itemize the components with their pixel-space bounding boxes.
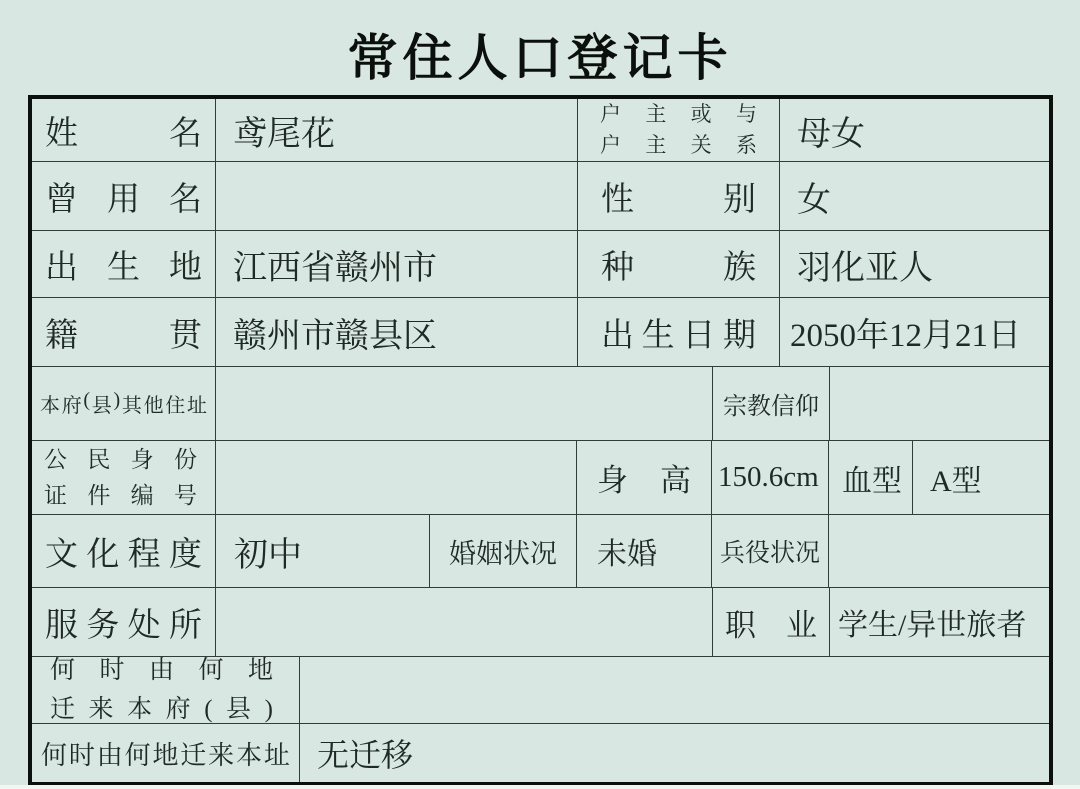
- education-label: 文 化 程 度: [45, 536, 202, 573]
- other-address-value: [216, 367, 713, 440]
- blood-type-label-cell: [829, 441, 913, 514]
- row-citizen-id: [32, 441, 1049, 515]
- marital-status-value: 未婚: [577, 515, 712, 587]
- row-birthplace: [32, 231, 1049, 298]
- row-name: [32, 99, 1049, 162]
- registration-card-table: [28, 95, 1053, 786]
- citizen-id-value: [216, 441, 577, 514]
- occupation-value: 学生/异世旅者: [838, 609, 1027, 642]
- former-name-label-cell: [32, 162, 216, 230]
- religion-value: [830, 367, 1049, 440]
- sex-value: 女: [797, 181, 831, 219]
- householder-relation-value: 母女: [797, 115, 865, 153]
- row-native-place: [32, 298, 1049, 367]
- name-value: 鸢尾花: [216, 99, 578, 161]
- native-place-label: 籍 贯: [45, 317, 202, 354]
- image-bottom-edge: [0, 785, 1080, 789]
- race-value: 羽化亚人: [797, 249, 933, 287]
- householder-relation-label-cell: [578, 99, 780, 161]
- page-title: 常住人口登记卡: [347, 30, 733, 86]
- migration-county-label-line1: 何 时 由 何 地: [50, 657, 273, 684]
- workplace-label-cell: [32, 588, 216, 656]
- education-label-cell: [32, 515, 216, 587]
- former-name-value: [216, 162, 578, 230]
- education-value: 初中: [216, 515, 430, 587]
- military-service-label-cell: [712, 515, 829, 587]
- birth-date-label: 出 生 日 期: [601, 317, 756, 354]
- row-migration-county: [32, 657, 1049, 724]
- marital-status-label-cell: [430, 515, 577, 587]
- birth-date-label-cell: [578, 298, 780, 366]
- military-service-value: [829, 515, 1049, 587]
- occupation-label: 职 业: [725, 607, 817, 643]
- name-label-cell: [32, 99, 216, 161]
- marital-status-label: 婚姻状况: [449, 538, 557, 569]
- row-education: [32, 515, 1049, 588]
- migration-address-value: 无迁移: [317, 737, 414, 773]
- name-label: 姓 名: [45, 115, 202, 152]
- height-label-cell: [577, 441, 712, 514]
- migration-address-label-cell: [32, 724, 300, 782]
- row-migration-address: [32, 724, 1049, 782]
- blood-type-value: A型: [930, 464, 982, 498]
- row-other-address: [32, 367, 1049, 441]
- migration-county-value: [300, 657, 1049, 723]
- workplace-label: 服 务 处 所: [45, 607, 202, 644]
- native-place-label-cell: [32, 298, 216, 366]
- birthplace-label-cell: [32, 231, 216, 297]
- birthplace-label: 出 生 地: [45, 249, 202, 286]
- householder-relation-label-line2: 户 主 关 系: [600, 133, 757, 157]
- migration-county-label: [32, 657, 299, 723]
- citizen-id-label-line2: 证 件 编 号: [44, 482, 197, 508]
- height-value: 150.6cm: [712, 441, 829, 514]
- birth-date-value: 2050年12月21日: [790, 317, 1021, 354]
- birthplace-value: 江西省赣州市: [216, 231, 578, 297]
- citizen-id-label: [32, 444, 215, 510]
- other-address-label: 本 府 ( 县 ) 其 他 住 址: [40, 389, 207, 417]
- religion-label-cell: [713, 367, 830, 440]
- occupation-label-cell: [713, 588, 830, 656]
- religion-label: 宗教信仰: [723, 394, 819, 420]
- military-service-label: 兵役状况: [719, 540, 820, 567]
- native-place-value: 赣州市赣县区: [216, 298, 578, 366]
- migration-county-label-cell: [32, 657, 300, 723]
- height-label: 身 高: [597, 463, 691, 498]
- row-workplace: [32, 588, 1049, 657]
- sex-label-cell: [578, 162, 780, 230]
- householder-relation-label: [578, 101, 779, 160]
- sex-label: 性 别: [601, 181, 756, 218]
- former-name-label: 曾 用 名: [45, 181, 202, 218]
- migration-address-label: 何 时 由 何 地 迁 来 本 址: [41, 740, 290, 770]
- row-former-name: [32, 162, 1049, 231]
- migration-county-label-line2: 迁 来 本 府 ( 县 ): [50, 696, 273, 723]
- other-address-label-cell: [32, 367, 216, 440]
- race-label: 种 族: [601, 249, 756, 286]
- blood-type-label: 血 型: [842, 464, 902, 498]
- race-label-cell: [578, 231, 780, 297]
- citizen-id-label-cell: [32, 441, 216, 514]
- workplace-value: [216, 588, 713, 656]
- citizen-id-label-line1: 公 民 身 份: [44, 447, 197, 473]
- householder-relation-label-line1: 户 主 或 与: [600, 101, 757, 126]
